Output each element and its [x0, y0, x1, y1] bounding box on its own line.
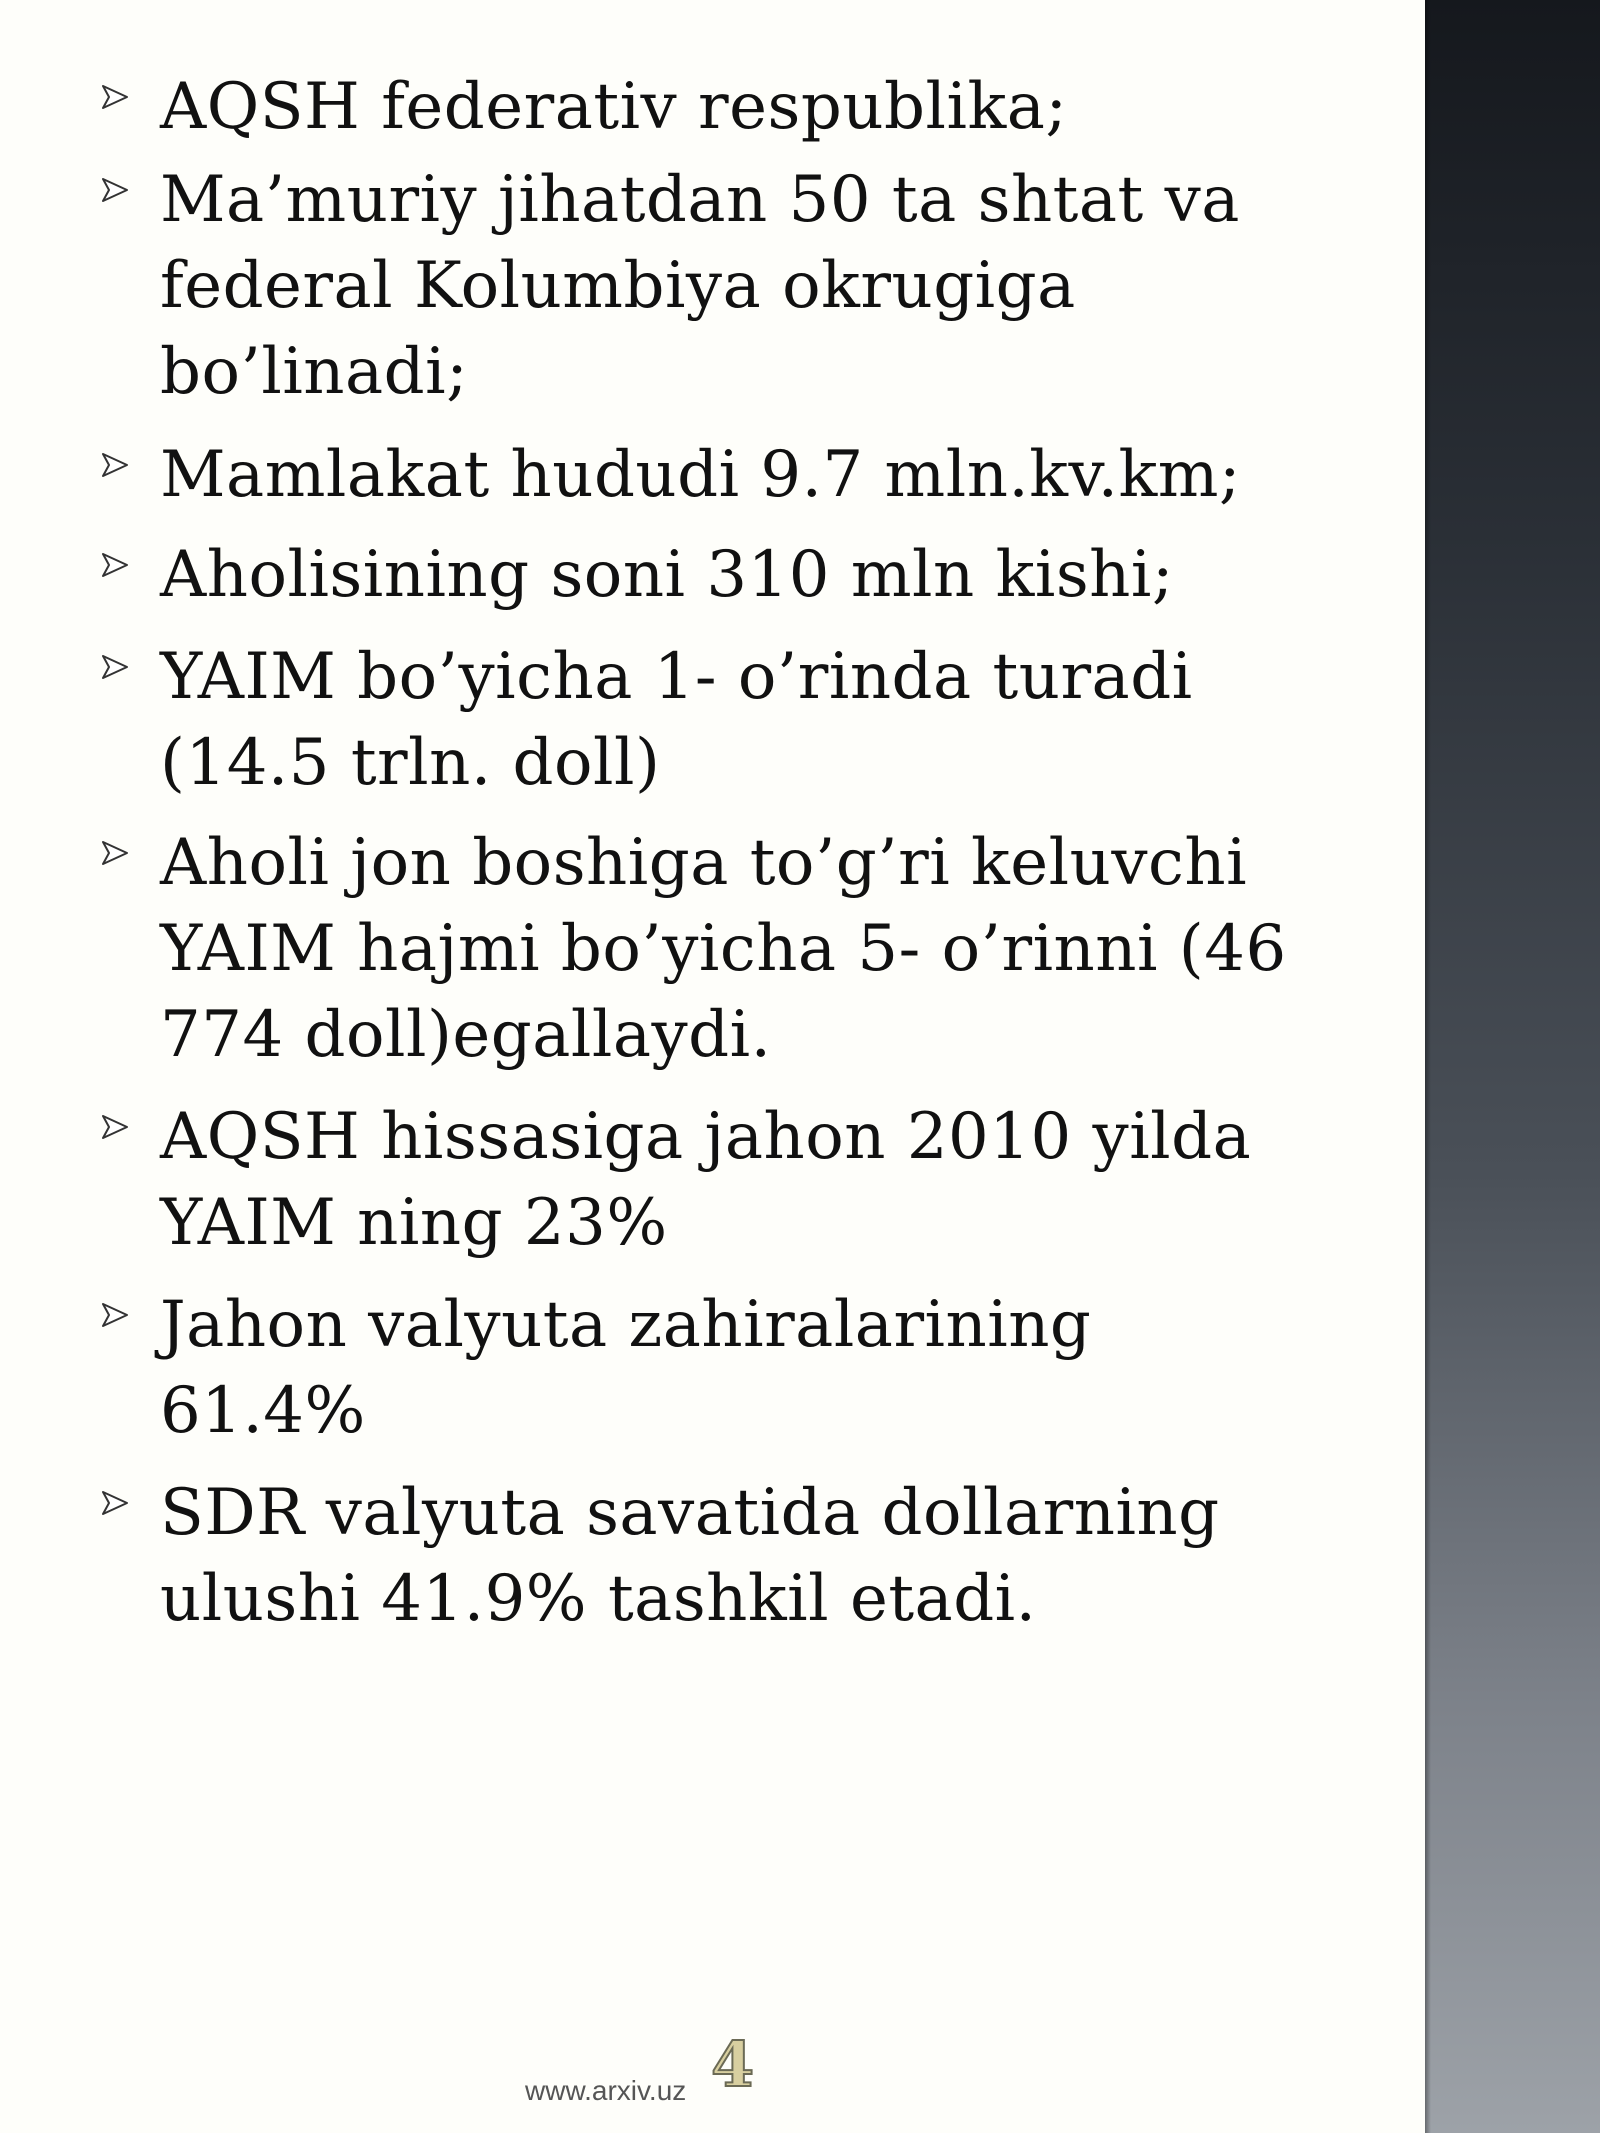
bullet-text: YAIM bo’yicha 1- o’rinda turadi (14.5 trln. doll): [160, 640, 1193, 800]
arrow-bullet-icon: [100, 838, 130, 868]
bullet-text: Aholi jon boshiga to’g’ri keluvchi YAIM hajmi bo’yicha 5- o’rinni (46 774 doll)egallaydi.: [160, 826, 1287, 1072]
bullet-text: SDR valyuta savatida dollarning ulushi 41.9% tashkil etadi.: [160, 1476, 1220, 1636]
bullet-text: AQSH hissasiga jahon 2010 yilda YAIM ning 23%: [160, 1100, 1252, 1260]
footer-url-link[interactable]: www.arxiv.uz: [525, 2075, 687, 2106]
arrow-bullet-icon: [100, 550, 130, 580]
arrow-bullet-icon: [100, 652, 130, 682]
arrow-bullet-icon: [100, 1488, 130, 1518]
bullet-text: Ma’muriy jihatdan 50 ta shtat va federal Kolumbiya okrugiga bo’linadi;: [160, 163, 1240, 409]
bullet-text: AQSH federativ respublika;: [160, 70, 1068, 144]
arrow-bullet-icon: [100, 1300, 130, 1330]
bullet-text: Aholisining soni 310 mln kishi;: [160, 538, 1174, 612]
decorative-sidebar: [1425, 0, 1600, 2133]
arrow-bullet-icon: [100, 1112, 130, 1142]
bullet-text: Jahon valyuta zahiralarining 61.4%: [160, 1288, 1092, 1448]
arrow-bullet-icon: [100, 175, 130, 205]
arrow-bullet-icon: [100, 450, 130, 480]
bullet-text: Mamlakat hududi 9.7 mln.kv.km;: [160, 438, 1241, 512]
arrow-bullet-icon: [100, 82, 130, 112]
page-number: 4: [711, 2028, 755, 2101]
